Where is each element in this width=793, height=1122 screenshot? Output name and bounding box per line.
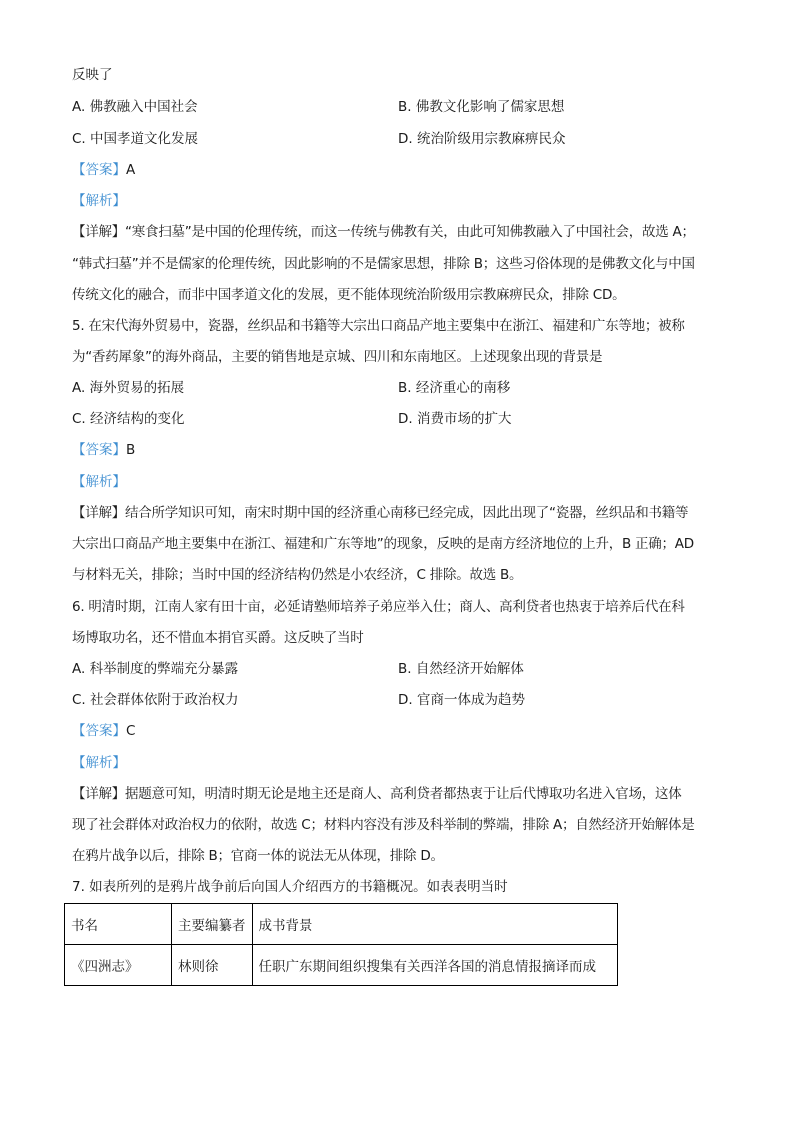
q6-option-a: A. 科举制度的弊端充分暴露 — [72, 661, 239, 677]
table-header-row — [65, 904, 618, 945]
q6-detail-line-2: 现了社会群体对政治权力的依附，故选 C；材料内容没有涉及科举制的弊端，排除 A；自然经济开始解体是 — [72, 817, 695, 833]
detail-text: “寒食扫墓”是中国的伦理传统，而这一传统与佛教有关，由此可知佛教融入了中国社会，故选 A； — [125, 224, 695, 240]
detail-tag: 【详解】 — [72, 505, 125, 521]
table-cell: 任职广东期间组织搜集有关西洋各国的消息情报摘译而成 — [252, 945, 617, 986]
table-header-cell: 书名 — [65, 904, 172, 945]
q6-detail-line-1 — [72, 785, 722, 803]
q4-detail-line-1 — [72, 223, 722, 241]
q6-option-d: D. 官商一体成为趋势 — [398, 692, 525, 708]
q4-analysis-tag — [72, 192, 722, 210]
q7-stem: 7. 如表所列的是鸦片战争前后向国人介绍西方的书籍概况。如表表明当时 — [72, 879, 508, 895]
table-header-cell: 主要编纂者 — [172, 904, 253, 945]
q5-detail-line-1 — [72, 504, 722, 522]
q5-option-b: B. 经济重心的南移 — [398, 380, 511, 396]
q6-answer — [72, 722, 722, 740]
answer-value: A — [126, 162, 136, 178]
q6-stem-line-1: 6. 明清时期，江南人家有田十亩，必延请塾师培养子弟应举入仕；商人、高利贷者也热衷于培养后代在科 — [72, 599, 685, 615]
detail-text: 结合所学知识可知，南宋时期中国的经济重心南移已经完成，因此出现了“瓷器，丝织品和书籍等 — [125, 505, 689, 521]
table-cell: 林则徐 — [172, 945, 253, 986]
q5-answer — [72, 441, 722, 459]
analysis-tag: 【解析】 — [72, 755, 126, 771]
q6-analysis-tag — [72, 754, 722, 772]
q6-option-c: C. 社会群体依附于政治权力 — [72, 692, 239, 708]
q5-detail-line-3: 与材料无关，排除；当时中国的经济结构仍然是小农经济，C 排除。故选 B。 — [72, 567, 523, 583]
q6-detail-line-3: 在鸦片战争以后，排除 B；官商一体的说法无从体现，排除 D。 — [72, 848, 444, 864]
q6-stem-line-2: 场博取功名，还不惜血本捐官买爵。这反映了当时 — [72, 630, 364, 646]
detail-tag: 【详解】 — [72, 786, 125, 802]
q6-option-b: B. 自然经济开始解体 — [398, 661, 524, 677]
q4-option-d: D. 统治阶级用宗教麻痹民众 — [398, 131, 566, 147]
analysis-tag: 【解析】 — [72, 474, 126, 490]
table-row — [65, 945, 618, 986]
q5-analysis-tag — [72, 473, 722, 491]
answer-tag: 【答案】 — [72, 723, 126, 739]
q4-detail-line-2: “韩式扫墓”并不是儒家的伦理传统，因此影响的不是儒家思想，排除 B；这些习俗体现的是佛教文化与中国 — [72, 256, 695, 272]
answer-value: C — [126, 723, 136, 739]
answer-tag: 【答案】 — [72, 162, 126, 178]
analysis-tag: 【解析】 — [72, 193, 126, 209]
detail-text: 据题意可知，明清时期无论是地主还是商人、高利贷者都热衷于让后代博取功名进入官场，这体 — [125, 786, 682, 802]
table-header-cell: 成书背景 — [252, 904, 617, 945]
q5-stem-line-2: 为“香药犀象”的海外商品，主要的销售地是京城、四川和东南地区。上述现象出现的背景是 — [72, 349, 603, 365]
detail-tag: 【详解】 — [72, 224, 125, 240]
q4-option-c: C. 中国孝道文化发展 — [72, 131, 199, 147]
q4-option-a: A. 佛教融入中国社会 — [72, 99, 198, 115]
q5-option-a: A. 海外贸易的拓展 — [72, 380, 185, 396]
q4-detail-line-3: 传统文化的融合，而非中国孝道文化的发展，更不能体现统治阶级用宗教麻痹民众，排除 CD。 — [72, 287, 626, 303]
q5-option-c: C. 经济结构的变化 — [72, 411, 185, 427]
q4-option-b: B. 佛教文化影响了儒家思想 — [398, 99, 565, 115]
books-table — [64, 903, 618, 986]
answer-tag: 【答案】 — [72, 442, 126, 458]
q5-detail-line-2: 大宗出口商品产地主要集中在浙江、福建和广东等地”的现象，反映的是南方经济地位的上升，B 正确；AD — [72, 536, 694, 552]
q5-option-d: D. 消费市场的扩大 — [398, 411, 512, 427]
q4-answer — [72, 161, 722, 179]
table-cell: 《四洲志》 — [65, 945, 172, 986]
q5-stem-line-1: 5. 在宋代海外贸易中，瓷器，丝织品和书籍等大宗出口商品产地主要集中在浙江、福建和广东等地；被称 — [72, 318, 685, 334]
answer-value: B — [126, 442, 136, 458]
q4-stem-end: 反映了 — [72, 67, 113, 83]
